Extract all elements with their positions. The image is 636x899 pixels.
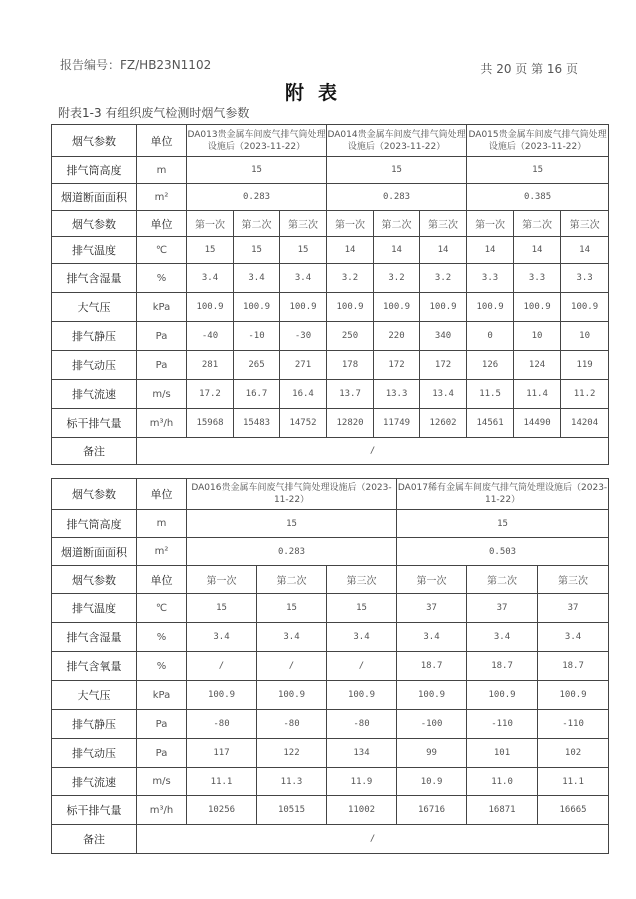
value-cell: 100.9 xyxy=(327,681,397,710)
value-cell: 0.385 xyxy=(467,184,609,211)
row-label: 排气动压 xyxy=(52,739,137,768)
unit-cell: ℃ xyxy=(137,237,187,264)
param-header: 烟气参数 xyxy=(52,566,137,594)
value-cell: 11.5 xyxy=(467,380,514,409)
value-cell: 0 xyxy=(467,322,514,351)
run-header: 第三次 xyxy=(280,211,327,237)
remark-cell: / xyxy=(137,825,609,854)
table-row xyxy=(52,681,609,710)
value-cell: 12820 xyxy=(327,409,374,438)
value-cell: 119 xyxy=(561,351,609,380)
value-cell: 14 xyxy=(514,237,561,264)
value-cell: 100.9 xyxy=(187,681,257,710)
value-cell: -80 xyxy=(257,710,327,739)
value-cell: 3.4 xyxy=(187,623,257,652)
value-cell: 122 xyxy=(257,739,327,768)
value-cell: 3.4 xyxy=(467,623,538,652)
table-row xyxy=(52,264,609,293)
unit-cell: m/s xyxy=(137,380,187,409)
row-label: 备注 xyxy=(52,438,137,465)
value-cell: 134 xyxy=(327,739,397,768)
value-cell: 15 xyxy=(187,510,397,538)
value-cell: 178 xyxy=(327,351,374,380)
value-cell: 15 xyxy=(397,510,609,538)
unit-cell: Pa xyxy=(137,322,187,351)
row-label: 排气筒高度 xyxy=(52,157,137,184)
value-cell: 281 xyxy=(187,351,234,380)
value-cell: 3.3 xyxy=(467,264,514,293)
value-cell: 15 xyxy=(467,157,609,184)
run-header: 第三次 xyxy=(420,211,467,237)
unit-header: 单位 xyxy=(137,566,187,594)
value-cell: 0.503 xyxy=(397,538,609,566)
row-label: 标干排气量 xyxy=(52,409,137,438)
run-header: 第三次 xyxy=(561,211,609,237)
unit-cell: % xyxy=(137,623,187,652)
table-row xyxy=(52,409,609,438)
value-cell: 10 xyxy=(561,322,609,351)
table-row xyxy=(52,125,609,157)
value-cell: 265 xyxy=(234,351,280,380)
unit-cell: Pa xyxy=(137,351,187,380)
value-cell: 100.9 xyxy=(467,681,538,710)
table-caption: 附表1-3 有组织废气检测时烟气参数 xyxy=(58,106,250,120)
value-cell: 15 xyxy=(327,157,467,184)
unit-cell: m xyxy=(137,157,187,184)
value-cell: 126 xyxy=(467,351,514,380)
value-cell: 14752 xyxy=(280,409,327,438)
value-cell: / xyxy=(257,652,327,681)
value-cell: 14 xyxy=(467,237,514,264)
value-cell: 3.4 xyxy=(397,623,467,652)
report-number: 报告编号：FZ/HB23N1102 xyxy=(60,58,212,72)
value-cell: 3.4 xyxy=(257,623,327,652)
run-header: 第二次 xyxy=(467,566,538,594)
value-cell: 172 xyxy=(420,351,467,380)
value-cell: 3.3 xyxy=(561,264,609,293)
value-cell: 15483 xyxy=(234,409,280,438)
row-label: 大气压 xyxy=(52,293,137,322)
run-header: 第三次 xyxy=(327,566,397,594)
table-row xyxy=(52,594,609,623)
row-label: 标干排气量 xyxy=(52,796,137,825)
unit-cell: % xyxy=(137,652,187,681)
value-cell: 11.1 xyxy=(187,768,257,796)
value-cell: 13.7 xyxy=(327,380,374,409)
run-header: 第二次 xyxy=(374,211,420,237)
value-cell: 15 xyxy=(327,594,397,623)
table-row xyxy=(52,479,609,510)
value-cell: 271 xyxy=(280,351,327,380)
value-cell: 3.4 xyxy=(538,623,609,652)
value-cell: 124 xyxy=(514,351,561,380)
value-cell: / xyxy=(187,652,257,681)
run-header: 第二次 xyxy=(257,566,327,594)
row-label: 排气含湿量 xyxy=(52,264,137,293)
value-cell: 100.9 xyxy=(514,293,561,322)
table-row xyxy=(52,237,609,264)
value-cell: -30 xyxy=(280,322,327,351)
table-row xyxy=(52,380,609,409)
value-cell: 3.2 xyxy=(327,264,374,293)
table-row xyxy=(52,623,609,652)
unit-cell: m³/h xyxy=(137,409,187,438)
run-header: 第一次 xyxy=(187,566,257,594)
table-row xyxy=(52,566,609,594)
row-label: 排气含湿量 xyxy=(52,623,137,652)
row-label: 排气静压 xyxy=(52,710,137,739)
unit-cell: % xyxy=(137,264,187,293)
value-cell: 37 xyxy=(467,594,538,623)
value-cell: -110 xyxy=(467,710,538,739)
value-cell: 15968 xyxy=(187,409,234,438)
run-header: 第三次 xyxy=(538,566,609,594)
value-cell: 11.1 xyxy=(538,768,609,796)
value-cell: 14 xyxy=(420,237,467,264)
row-label: 排气动压 xyxy=(52,351,137,380)
value-cell: 100.9 xyxy=(467,293,514,322)
value-cell: 172 xyxy=(374,351,420,380)
row-label: 排气温度 xyxy=(52,594,137,623)
value-cell: 101 xyxy=(467,739,538,768)
value-cell: 16871 xyxy=(467,796,538,825)
value-cell: 15 xyxy=(257,594,327,623)
row-label: 烟道断面面积 xyxy=(52,538,137,566)
unit-header: 单位 xyxy=(137,125,187,157)
value-cell: 10515 xyxy=(257,796,327,825)
value-cell: 99 xyxy=(397,739,467,768)
value-cell: 18.7 xyxy=(467,652,538,681)
value-cell: 11.3 xyxy=(257,768,327,796)
value-cell: 12602 xyxy=(420,409,467,438)
group-header: DA017稀有金属车间废气排气筒处理设施后（2023-11-22） xyxy=(397,479,609,510)
value-cell: 100.9 xyxy=(420,293,467,322)
value-cell: 15 xyxy=(280,237,327,264)
value-cell: 16.4 xyxy=(280,380,327,409)
value-cell: 14204 xyxy=(561,409,609,438)
value-cell: 100.9 xyxy=(397,681,467,710)
value-cell: 37 xyxy=(538,594,609,623)
remark-cell: / xyxy=(137,438,609,465)
table-row xyxy=(52,322,609,351)
unit-header: 单位 xyxy=(137,211,187,237)
unit-cell: Pa xyxy=(137,710,187,739)
value-cell: 10.9 xyxy=(397,768,467,796)
value-cell: 17.2 xyxy=(187,380,234,409)
value-cell: 250 xyxy=(327,322,374,351)
row-label: 烟道断面面积 xyxy=(52,184,137,211)
value-cell: / xyxy=(327,652,397,681)
unit-cell: m xyxy=(137,510,187,538)
value-cell: 16.7 xyxy=(234,380,280,409)
value-cell: 11.0 xyxy=(467,768,538,796)
value-cell: 340 xyxy=(420,322,467,351)
value-cell: 14 xyxy=(327,237,374,264)
row-label: 排气含氧量 xyxy=(52,652,137,681)
table-row xyxy=(52,710,609,739)
value-cell: 3.4 xyxy=(280,264,327,293)
value-cell: 37 xyxy=(397,594,467,623)
value-cell: 100.9 xyxy=(561,293,609,322)
run-header: 第一次 xyxy=(187,211,234,237)
value-cell: 15 xyxy=(187,237,234,264)
table-row xyxy=(52,157,609,184)
group-header: DA014贵金属车间废气排气筒处理设施后（2023-11-22） xyxy=(327,125,467,157)
table-row xyxy=(52,438,609,465)
unit-cell: ℃ xyxy=(137,594,187,623)
value-cell: 11.9 xyxy=(327,768,397,796)
unit-cell: m² xyxy=(137,538,187,566)
value-cell: 220 xyxy=(374,322,420,351)
value-cell: 100.9 xyxy=(234,293,280,322)
value-cell: 14561 xyxy=(467,409,514,438)
row-label: 排气流速 xyxy=(52,768,137,796)
value-cell: 100.9 xyxy=(187,293,234,322)
group-header: DA013贵金属车间废气排气筒处理设施后（2023-11-22） xyxy=(187,125,327,157)
flue-gas-table-2 xyxy=(51,478,609,854)
value-cell: 100.9 xyxy=(538,681,609,710)
value-cell: 117 xyxy=(187,739,257,768)
value-cell: 11002 xyxy=(327,796,397,825)
param-header: 烟气参数 xyxy=(52,125,137,157)
unit-cell: kPa xyxy=(137,681,187,710)
unit-header: 单位 xyxy=(137,479,187,510)
table-row xyxy=(52,538,609,566)
param-header: 烟气参数 xyxy=(52,479,137,510)
group-header: DA016贵金属车间废气排气筒处理设施后（2023-11-22） xyxy=(187,479,397,510)
row-label: 排气静压 xyxy=(52,322,137,351)
row-label: 排气温度 xyxy=(52,237,137,264)
value-cell: 15 xyxy=(234,237,280,264)
flue-gas-table-1 xyxy=(51,124,609,465)
value-cell: 16665 xyxy=(538,796,609,825)
value-cell: 11749 xyxy=(374,409,420,438)
row-label: 备注 xyxy=(52,825,137,854)
value-cell: 0.283 xyxy=(187,538,397,566)
table-row xyxy=(52,211,609,237)
table-row xyxy=(52,796,609,825)
value-cell: 11.2 xyxy=(561,380,609,409)
table-row xyxy=(52,768,609,796)
row-label: 排气流速 xyxy=(52,380,137,409)
unit-cell: Pa xyxy=(137,739,187,768)
run-header: 第一次 xyxy=(327,211,374,237)
value-cell: 14 xyxy=(561,237,609,264)
value-cell: 100.9 xyxy=(257,681,327,710)
value-cell: 3.2 xyxy=(374,264,420,293)
value-cell: 15 xyxy=(187,157,327,184)
run-header: 第二次 xyxy=(514,211,561,237)
group-header: DA015贵金属车间废气排气筒处理设施后（2023-11-22） xyxy=(467,125,609,157)
value-cell: 10256 xyxy=(187,796,257,825)
value-cell: 18.7 xyxy=(538,652,609,681)
table-row xyxy=(52,510,609,538)
value-cell: 15 xyxy=(187,594,257,623)
table-row xyxy=(52,739,609,768)
value-cell: 100.9 xyxy=(374,293,420,322)
value-cell: 3.4 xyxy=(234,264,280,293)
run-header: 第二次 xyxy=(234,211,280,237)
value-cell: 3.4 xyxy=(327,623,397,652)
value-cell: 3.4 xyxy=(187,264,234,293)
table-row xyxy=(52,825,609,854)
table-row xyxy=(52,652,609,681)
value-cell: 11.4 xyxy=(514,380,561,409)
value-cell: -80 xyxy=(187,710,257,739)
value-cell: -80 xyxy=(327,710,397,739)
value-cell: 10 xyxy=(514,322,561,351)
param-header: 烟气参数 xyxy=(52,211,137,237)
value-cell: 14 xyxy=(374,237,420,264)
unit-cell: m/s xyxy=(137,768,187,796)
value-cell: 102 xyxy=(538,739,609,768)
row-label: 大气压 xyxy=(52,681,137,710)
value-cell: -110 xyxy=(538,710,609,739)
value-cell: 3.2 xyxy=(420,264,467,293)
run-header: 第一次 xyxy=(397,566,467,594)
unit-cell: m² xyxy=(137,184,187,211)
value-cell: 0.283 xyxy=(327,184,467,211)
value-cell: 18.7 xyxy=(397,652,467,681)
table-row xyxy=(52,184,609,211)
value-cell: -100 xyxy=(397,710,467,739)
table-row xyxy=(52,351,609,380)
row-label: 排气筒高度 xyxy=(52,510,137,538)
value-cell: 13.3 xyxy=(374,380,420,409)
table-row xyxy=(52,293,609,322)
run-header: 第一次 xyxy=(467,211,514,237)
value-cell: -10 xyxy=(234,322,280,351)
value-cell: 100.9 xyxy=(327,293,374,322)
unit-cell: m³/h xyxy=(137,796,187,825)
value-cell: 14490 xyxy=(514,409,561,438)
page-title: 附表 xyxy=(284,82,351,104)
value-cell: 0.283 xyxy=(187,184,327,211)
value-cell: 13.4 xyxy=(420,380,467,409)
value-cell: -40 xyxy=(187,322,234,351)
value-cell: 100.9 xyxy=(280,293,327,322)
unit-cell: kPa xyxy=(137,293,187,322)
page-count: 共 20 页 第 16 页 xyxy=(480,62,578,76)
value-cell: 3.3 xyxy=(514,264,561,293)
value-cell: 16716 xyxy=(397,796,467,825)
